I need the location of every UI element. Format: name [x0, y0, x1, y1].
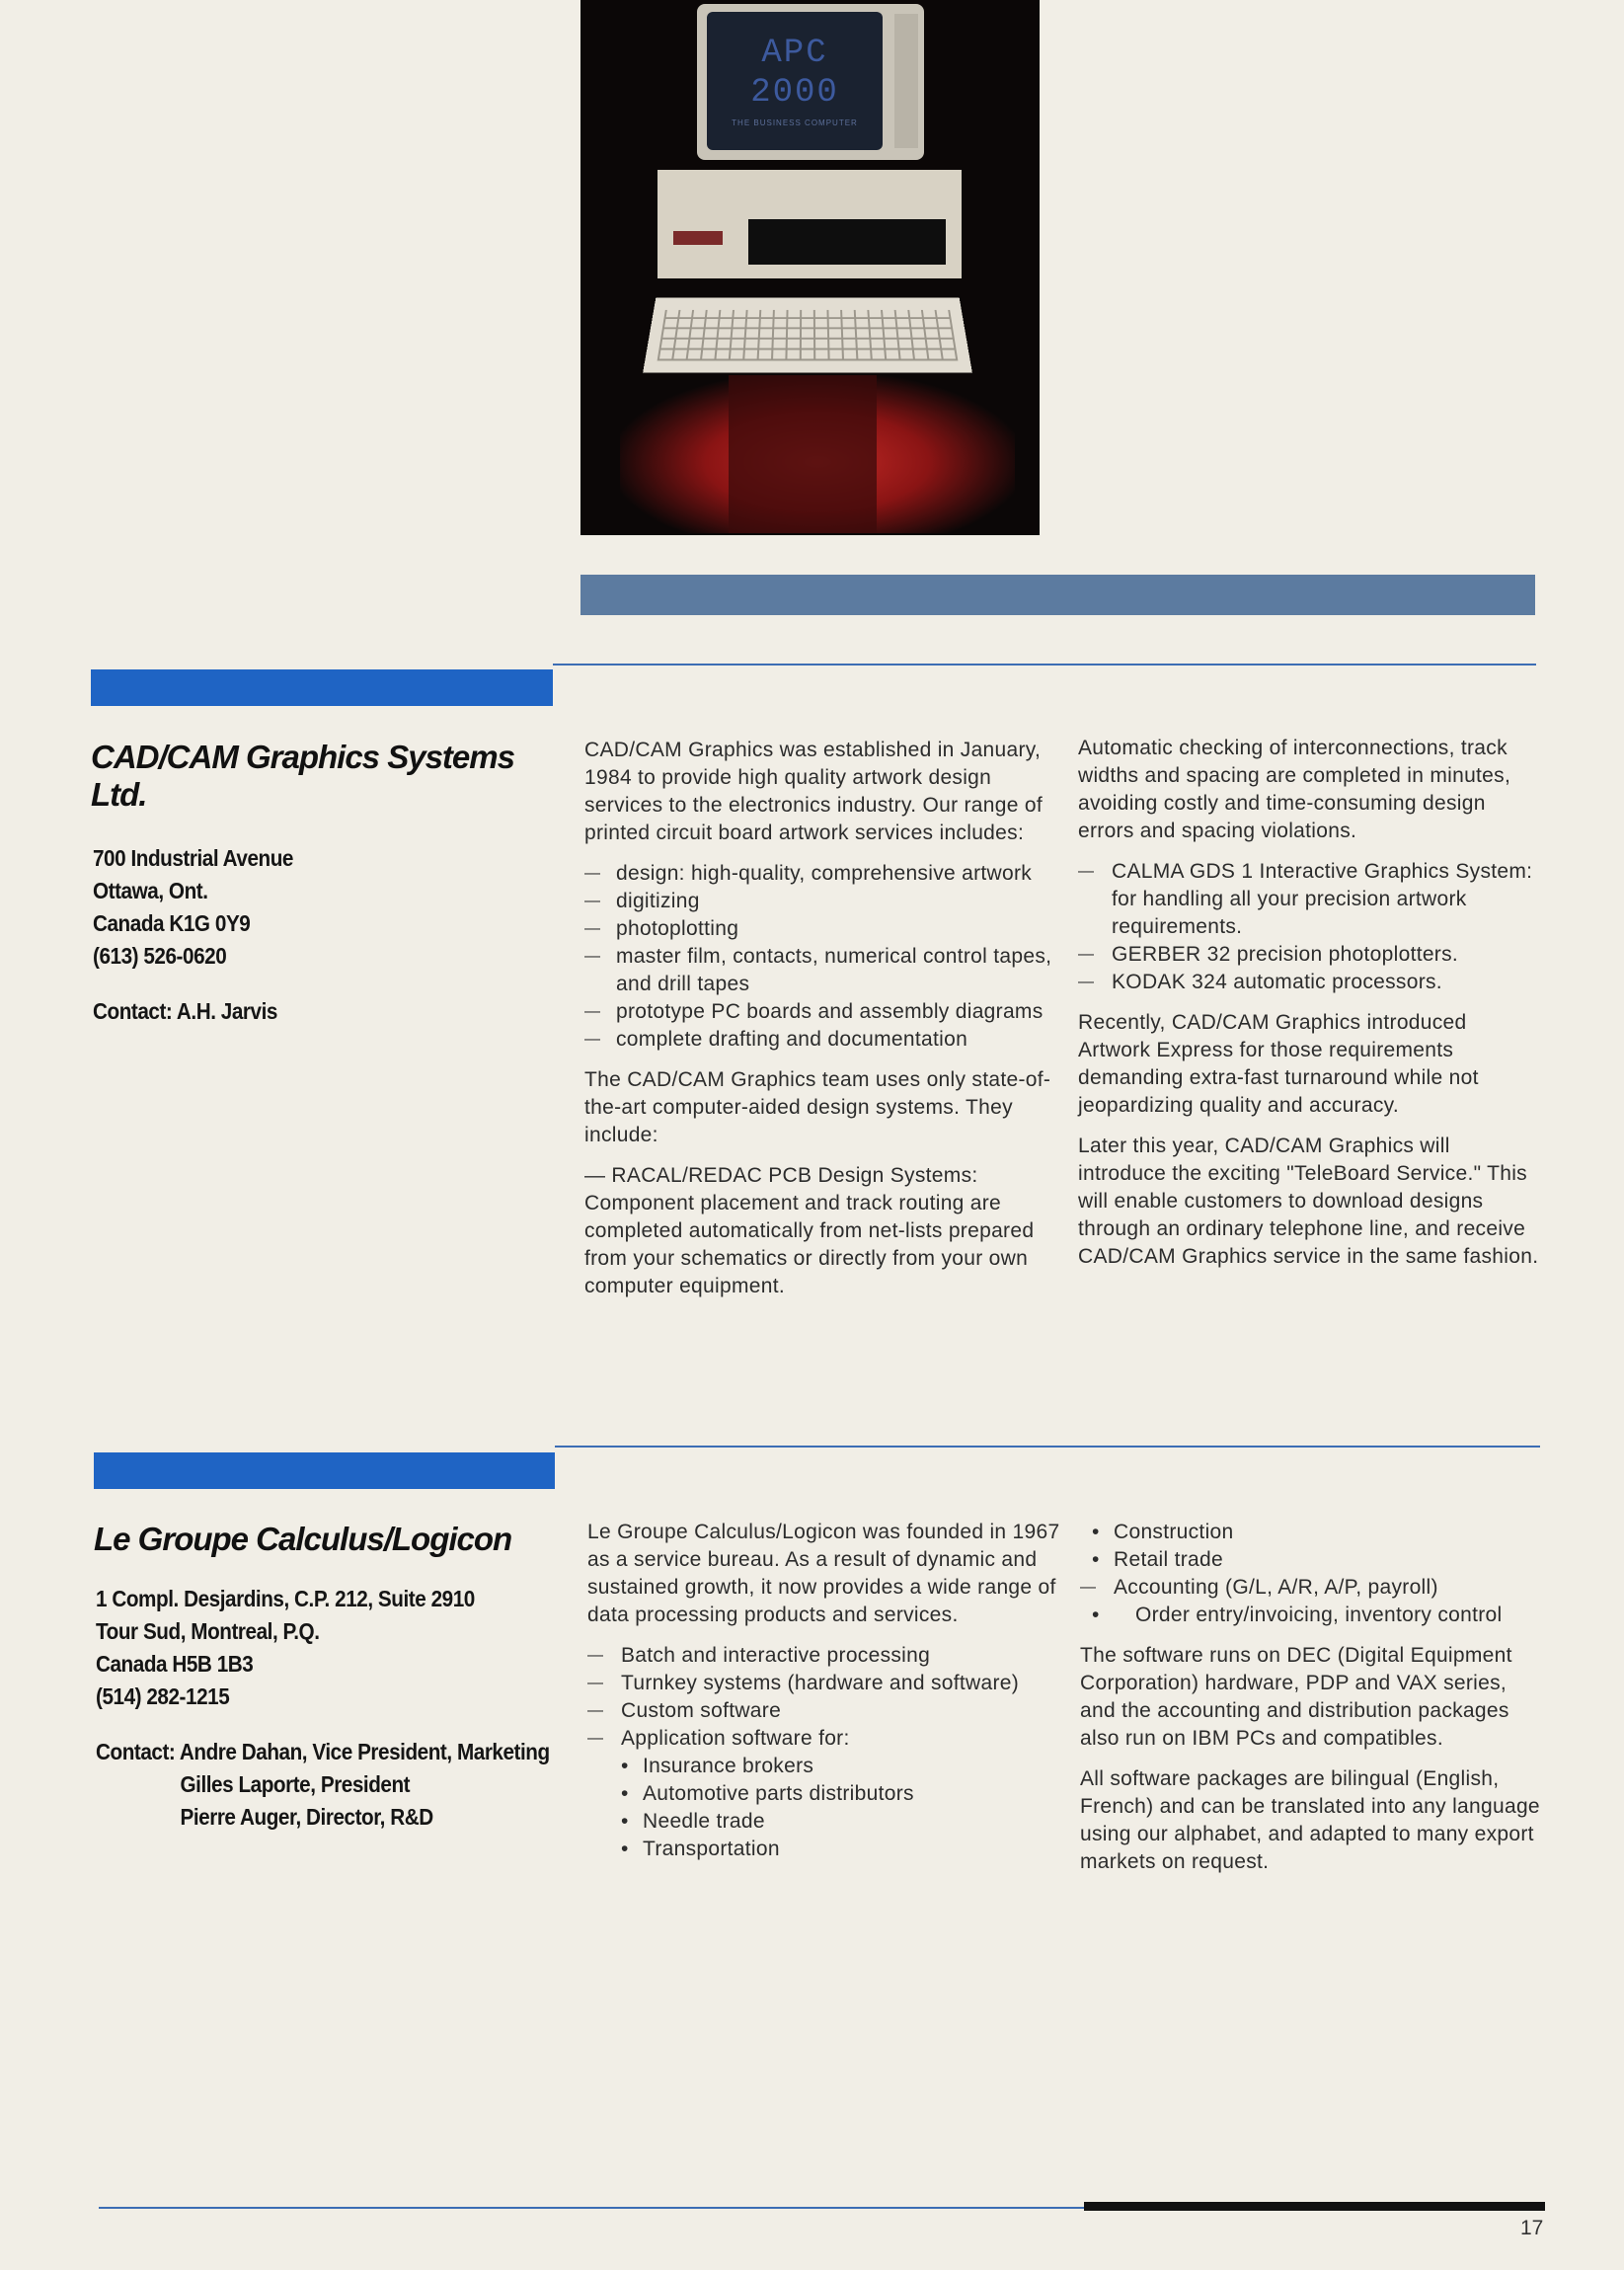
company-name: Le Groupe Calculus/Logicon — [94, 1521, 512, 1557]
contact — [96, 1736, 550, 1834]
paragraph: Recently, CAD/CAM Graphics introduced Artwork Express for those requirements demanding extra-fast turnaround while not jeopardizing quality and accuracy. — [1078, 1011, 1479, 1117]
paragraph: The software runs on DEC (Digital Equipment Corporation) hardware, PDP and VAX series, and the accounting and distribution packages also run on IBM PCs and compatibles. — [1080, 1644, 1512, 1750]
footer-bar — [1084, 2202, 1545, 2211]
screen-line-2: 2000 — [750, 74, 839, 112]
list-item: — Application software for: — [587, 1725, 1061, 1753]
company-address — [93, 842, 293, 973]
list-item: • Construction — [1080, 1519, 1544, 1546]
list-item: — complete drafting and documentation — [584, 1026, 1053, 1054]
application-sublist — [587, 1753, 1061, 1863]
list-item: • Needle trade — [587, 1808, 1061, 1836]
company-name: CAD/CAM Graphics Systems Ltd. — [91, 739, 514, 813]
list-item: • Transportation — [587, 1836, 1061, 1863]
list-item: • Automotive parts distributors — [587, 1780, 1061, 1808]
contact-name: Pierre Auger, Director, R&D — [180, 1804, 433, 1830]
paragraph: — RACAL/REDAC PCB Design Systems: Component placement and track routing are completed automatically from net-lists prepared from your schematics or directly from your own computer equipment. — [584, 1164, 1035, 1297]
footer-rule — [99, 2207, 1086, 2209]
section1-column1 — [584, 737, 1053, 1313]
list-item: — Batch and interactive processing — [587, 1642, 1061, 1670]
address-line: 700 Industrial Avenue — [93, 845, 293, 871]
list-item: — prototype PC boards and assembly diagrams — [584, 998, 1053, 1026]
section2-column2 — [1080, 1519, 1544, 1889]
paragraph: The CAD/CAM Graphics team uses only state-of-the-art computer-aided design systems. They include: — [584, 1068, 1051, 1146]
header-bar — [580, 575, 1535, 615]
address-line: Canada K1G 0Y9 — [93, 910, 251, 936]
accounting-sublist — [1080, 1602, 1544, 1629]
brand-badge — [673, 231, 723, 245]
services-list — [584, 860, 1053, 1054]
contact-name: Andre Dahan, Vice President, Marketing — [179, 1739, 550, 1764]
computer-photo — [580, 0, 1040, 535]
contact — [93, 995, 277, 1028]
section-rule — [555, 1446, 1540, 1448]
section-marker — [94, 1452, 555, 1489]
list-item: • Retail trade — [1080, 1546, 1544, 1574]
monitor-controls — [894, 14, 918, 148]
list-item: • Order entry/invoicing, inventory control — [1080, 1602, 1544, 1629]
contact-label: Contact: — [96, 1739, 176, 1764]
paragraph: All software packages are bilingual (English, French) and can be translated into any language using our alphabet, and adapted to many export markets on request. — [1080, 1767, 1540, 1873]
list-item: • Insurance brokers — [587, 1753, 1061, 1780]
list-item: — master film, contacts, numerical control tapes, and drill tapes — [584, 943, 1053, 998]
page-number: 17 — [1520, 2217, 1544, 2239]
company-address — [96, 1583, 475, 1713]
address-line: Ottawa, Ont. — [93, 878, 208, 903]
paragraph: Automatic checking of interconnections, track widths and spacing are completed in minutes, avoiding costly and time-consuming design errors and spacing violations. — [1078, 737, 1511, 842]
list-item: — design: high-quality, comprehensive artwork — [584, 860, 1053, 888]
list-item: — GERBER 32 precision photoplotters. — [1078, 941, 1542, 969]
address-line: Canada H5B 1B3 — [96, 1651, 254, 1677]
products-list — [587, 1642, 1061, 1753]
systems-list — [1078, 858, 1542, 996]
application-sublist-continued — [1080, 1519, 1544, 1602]
address-line: 1 Compl. Desjardins, C.P. 212, Suite 2910 — [96, 1586, 475, 1611]
section2-column1 — [587, 1519, 1061, 1876]
contact-name: Gilles Laporte, President — [180, 1771, 411, 1797]
list-item: — KODAK 324 automatic processors. — [1078, 969, 1542, 996]
keyboard — [643, 297, 972, 372]
contact-name: A.H. Jarvis — [176, 998, 277, 1024]
list-item: — Accounting (G/L, A/R, A/P, payroll) — [1080, 1574, 1544, 1602]
paragraph: Le Groupe Calculus/Logicon was founded in 1967 as a service bureau. As a result of dynamic and sustained growth, it now provides a wide range of data processing products and services. — [587, 1521, 1060, 1626]
phone-number: (514) 282-1215 — [96, 1683, 230, 1709]
paragraph: Later this year, CAD/CAM Graphics will introduce the exciting "TeleBoard Service." This will enable customers to download designs through an ordinary telephone line, and receive CAD/CAM Graphics service in the same fashion. — [1078, 1135, 1539, 1268]
screen-caption: THE BUSINESS COMPUTER — [732, 118, 858, 127]
paragraph: CAD/CAM Graphics was established in January, 1984 to provide high quality artwork design services to the electronics industry. Our range of printed circuit board artwork services includes: — [584, 739, 1043, 844]
pedestal — [729, 375, 877, 533]
section-rule — [553, 664, 1536, 665]
section1-column2 — [1078, 735, 1542, 1284]
contact-label: Contact: — [93, 998, 173, 1024]
list-item: — photoplotting — [584, 915, 1053, 943]
list-item: — Custom software — [587, 1697, 1061, 1725]
monitor — [697, 4, 924, 160]
monitor-screen — [707, 12, 883, 150]
list-item: — Turnkey systems (hardware and software) — [587, 1670, 1061, 1697]
address-line: Tour Sud, Montreal, P.Q. — [96, 1618, 320, 1644]
list-item: — digitizing — [584, 888, 1053, 915]
list-item: — CALMA GDS 1 Interactive Graphics System: for handling all your precision artwork requirements. — [1078, 858, 1542, 941]
disk-drive — [748, 219, 946, 265]
section-marker — [91, 669, 553, 706]
phone-number: (613) 526-0620 — [93, 943, 227, 969]
screen-line-1: APC — [761, 35, 828, 72]
system-unit — [657, 170, 962, 278]
